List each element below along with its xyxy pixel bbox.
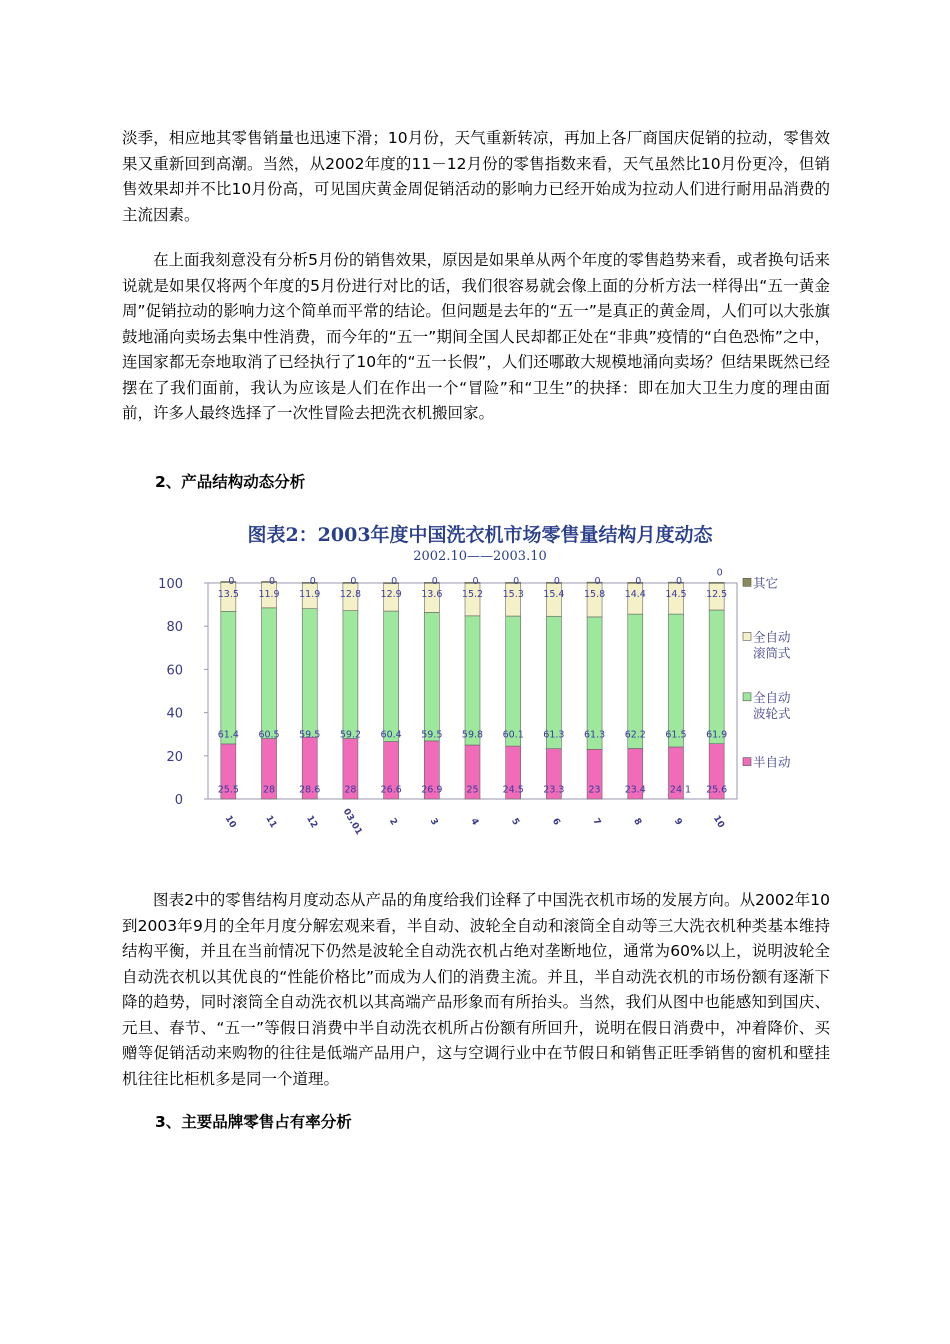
x-tick-label: 11 bbox=[263, 814, 279, 830]
bar-segment-pulsator bbox=[384, 611, 399, 741]
data-label-semi: 26.9 bbox=[421, 784, 443, 796]
data-label-pulsator: 61.3 bbox=[583, 729, 606, 741]
data-label-drum: 12.5 bbox=[706, 589, 728, 601]
data-label-other: 0 bbox=[716, 567, 723, 579]
data-label-extra: 1 bbox=[684, 784, 691, 796]
data-label-other: 0 bbox=[472, 576, 479, 588]
data-label-other: 0 bbox=[675, 576, 682, 588]
legend-swatch bbox=[743, 578, 751, 586]
bar-segment-pulsator bbox=[709, 610, 724, 744]
y-tick-label: 80 bbox=[166, 620, 183, 636]
x-tick-label: 3 bbox=[427, 816, 440, 828]
chart-title: 图表2：2003年度中国洗衣机市场零售量结构月度动态 bbox=[247, 524, 713, 546]
paragraph-2: 在上面我刻意没有分析5月份的销售效果，原因是如果单从两个年度的零售趋势来看，或者换句话来说就是如果仅将两个年度的5月份进行对比的话，我们很容易就会像上面的分析方法一样得出“五一黄金周”促销拉动的影响力这个简单而平常的结论。但问题是去年的“五一”是真正的黄金周，人们可以大张旗鼓地涌向卖场去集中性消费，而今年的“五一”期间全国人民却都正处在“非典”疫情的“白色恐怖”之中，连国家都无奈地取消了已经执行了10年的“五一长假”，人们还哪敢大规模地涌向卖场？但结果既然已经摆在了我们面前，我认为应该是人们在作出一个“冒险”和“卫生”的抉择：即在加大卫生力度的理由面前，许多人最终选择了一次性冒险去把洗衣机搬回家。 bbox=[122, 251, 830, 422]
data-label-semi: 23.3 bbox=[543, 784, 565, 796]
legend-label: 全自动 bbox=[753, 689, 791, 705]
bar-segment-pulsator bbox=[506, 616, 521, 746]
x-tick-label: 5 bbox=[509, 816, 521, 828]
paragraph-3: 图表2中的零售结构月度动态从产品的角度给我们诠释了中国洗衣机市场的发展方向。从2002年10到2003年9月的全年月度分解宏观来看，半自动、波轮全自动和滚筒全自动等三大洗衣机种类基本维持结构平衡，并且在当前情况下仍然是波轮全自动洗衣机占绝对垄断地位，通常为60%以上，说明波轮全自动洗衣机以其优良的“性能价格比”而成为人们的消费主流。并且，半自动洗衣机的市场份额有逐渐下降的趋势，同时滚筒全自动洗衣机以其高端产品形象而有所抬头。当然，我们从图中也能感知到国庆、元旦、春节、“五一”等假日消费中半自动洗衣机所占份额有所回升，说明在假日消费中，冲着降价、买赠等促销活动来购物的往往是低端产品用户，这与空调行业中在节假日和销售正旺季销售的窗机和壁挂机往往比柜机多是同一个道理。 bbox=[122, 891, 830, 1088]
x-tick-label: 6 bbox=[549, 816, 562, 828]
data-label-pulsator: 60.5 bbox=[258, 729, 280, 741]
data-label-drum: 11.9 bbox=[258, 589, 280, 601]
data-label-drum: 13.6 bbox=[421, 589, 443, 601]
bar-segment-pulsator bbox=[343, 611, 358, 739]
data-label-other: 0 bbox=[635, 576, 642, 588]
data-label-drum: 11.9 bbox=[299, 589, 321, 601]
bar-segment-pulsator bbox=[262, 608, 277, 739]
legend-label: 波轮式 bbox=[753, 705, 791, 721]
x-tick-label: 12 bbox=[303, 814, 319, 830]
data-label-semi: 28 bbox=[262, 784, 276, 796]
data-label-semi: 23.4 bbox=[624, 784, 646, 796]
data-label-other: 0 bbox=[269, 576, 276, 588]
data-label-other: 0 bbox=[350, 576, 357, 588]
data-label-pulsator: 60.4 bbox=[380, 729, 402, 741]
x-tick-label: 7 bbox=[590, 816, 603, 828]
y-tick-label: 100 bbox=[158, 577, 183, 592]
y-tick-label: 40 bbox=[166, 706, 183, 722]
x-tick-label: 2 bbox=[386, 816, 399, 828]
data-label-other: 0 bbox=[228, 576, 235, 588]
section-heading-3: 3、主要品牌零售占有率分析 bbox=[155, 1113, 352, 1131]
y-tick-label: 0 bbox=[174, 793, 183, 808]
y-tick-label: 60 bbox=[166, 663, 183, 679]
data-label-drum: 15.4 bbox=[543, 589, 565, 601]
data-label-pulsator: 61.9 bbox=[706, 729, 728, 741]
data-label-semi: 24 bbox=[669, 784, 683, 796]
plot-area bbox=[158, 567, 791, 836]
data-label-drum: 15.2 bbox=[461, 589, 484, 601]
legend-label: 其它 bbox=[753, 575, 779, 591]
data-label-semi: 23 bbox=[588, 784, 601, 796]
legend-swatch bbox=[743, 632, 751, 640]
x-tick-label: 4 bbox=[468, 816, 481, 828]
data-label-semi: 25.6 bbox=[706, 784, 728, 796]
legend-label: 滚筒式 bbox=[753, 645, 791, 661]
data-label-semi: 25.5 bbox=[217, 784, 239, 796]
data-label-pulsator: 59.5 bbox=[421, 729, 443, 741]
data-label-drum: 12.9 bbox=[380, 589, 402, 601]
data-label-drum: 14.5 bbox=[665, 589, 687, 601]
data-label-semi: 28.6 bbox=[299, 784, 321, 796]
retail-structure-chart bbox=[155, 515, 805, 850]
data-label-other: 0 bbox=[309, 576, 316, 588]
legend-label: 半自动 bbox=[753, 754, 791, 770]
data-label-other: 0 bbox=[594, 576, 601, 588]
data-label-semi: 26.6 bbox=[380, 784, 402, 796]
bar-segment-other bbox=[709, 582, 724, 583]
data-label-pulsator: 61.3 bbox=[543, 729, 565, 741]
bar-segment-pulsator bbox=[302, 609, 317, 738]
x-tick-label: 8 bbox=[631, 816, 643, 828]
y-tick-label: 20 bbox=[166, 749, 183, 765]
data-label-drum: 15.3 bbox=[502, 589, 524, 601]
data-label-drum: 15.8 bbox=[583, 589, 606, 601]
bar-segment-pulsator bbox=[668, 614, 683, 747]
data-label-other: 0 bbox=[513, 576, 520, 588]
data-label-drum: 13.5 bbox=[217, 589, 239, 601]
x-tick-label: 03.01 bbox=[340, 807, 364, 837]
data-label-semi: 25 bbox=[466, 784, 479, 796]
data-label-semi: 28 bbox=[344, 784, 357, 796]
x-tick-label: 10 bbox=[710, 814, 726, 830]
data-label-pulsator: 59.2 bbox=[339, 729, 362, 741]
data-label-pulsator: 59.8 bbox=[461, 729, 484, 741]
bar-segment-pulsator bbox=[628, 614, 643, 748]
legend-swatch bbox=[743, 758, 751, 766]
legend-swatch bbox=[743, 693, 751, 701]
x-tick-label: 9 bbox=[671, 816, 684, 828]
data-label-pulsator: 61.5 bbox=[665, 729, 687, 741]
chart-subtitle: 2002.10——2003.10 bbox=[413, 549, 547, 564]
data-label-pulsator: 61.4 bbox=[217, 729, 239, 741]
data-label-pulsator: 60.1 bbox=[502, 729, 524, 741]
paragraph-1: 淡季，相应地其零售销量也迅速下滑；10月份，天气重新转凉，再加上各厂商国庆促销的拉动，零售效果又重新回到高潮。当然，从2002年度的11－12月份的零售指数来看，天气虽然比10月份更冷，但销售效果却并不比10月份高，可见国庆黄金周促销活动的影响力已经开始成为拉动人们进行耐用品消费的主流因素。 bbox=[122, 129, 830, 224]
data-label-other: 0 bbox=[553, 576, 560, 588]
bar-segment-pulsator bbox=[465, 616, 480, 745]
data-label-semi: 24.5 bbox=[502, 784, 524, 796]
data-label-drum: 14.4 bbox=[624, 589, 646, 601]
data-label-other: 0 bbox=[391, 576, 398, 588]
data-label-pulsator: 62.2 bbox=[624, 729, 646, 741]
data-label-drum: 12.8 bbox=[339, 589, 362, 601]
bar-segment-pulsator bbox=[424, 612, 439, 741]
section-heading-2: 2、产品结构动态分析 bbox=[155, 473, 306, 491]
x-tick-label: 10 bbox=[222, 814, 238, 830]
data-label-other: 0 bbox=[431, 576, 438, 588]
data-label-pulsator: 59.5 bbox=[299, 729, 321, 741]
legend-label: 全自动 bbox=[753, 629, 791, 645]
bar-segment-pulsator bbox=[221, 611, 236, 744]
